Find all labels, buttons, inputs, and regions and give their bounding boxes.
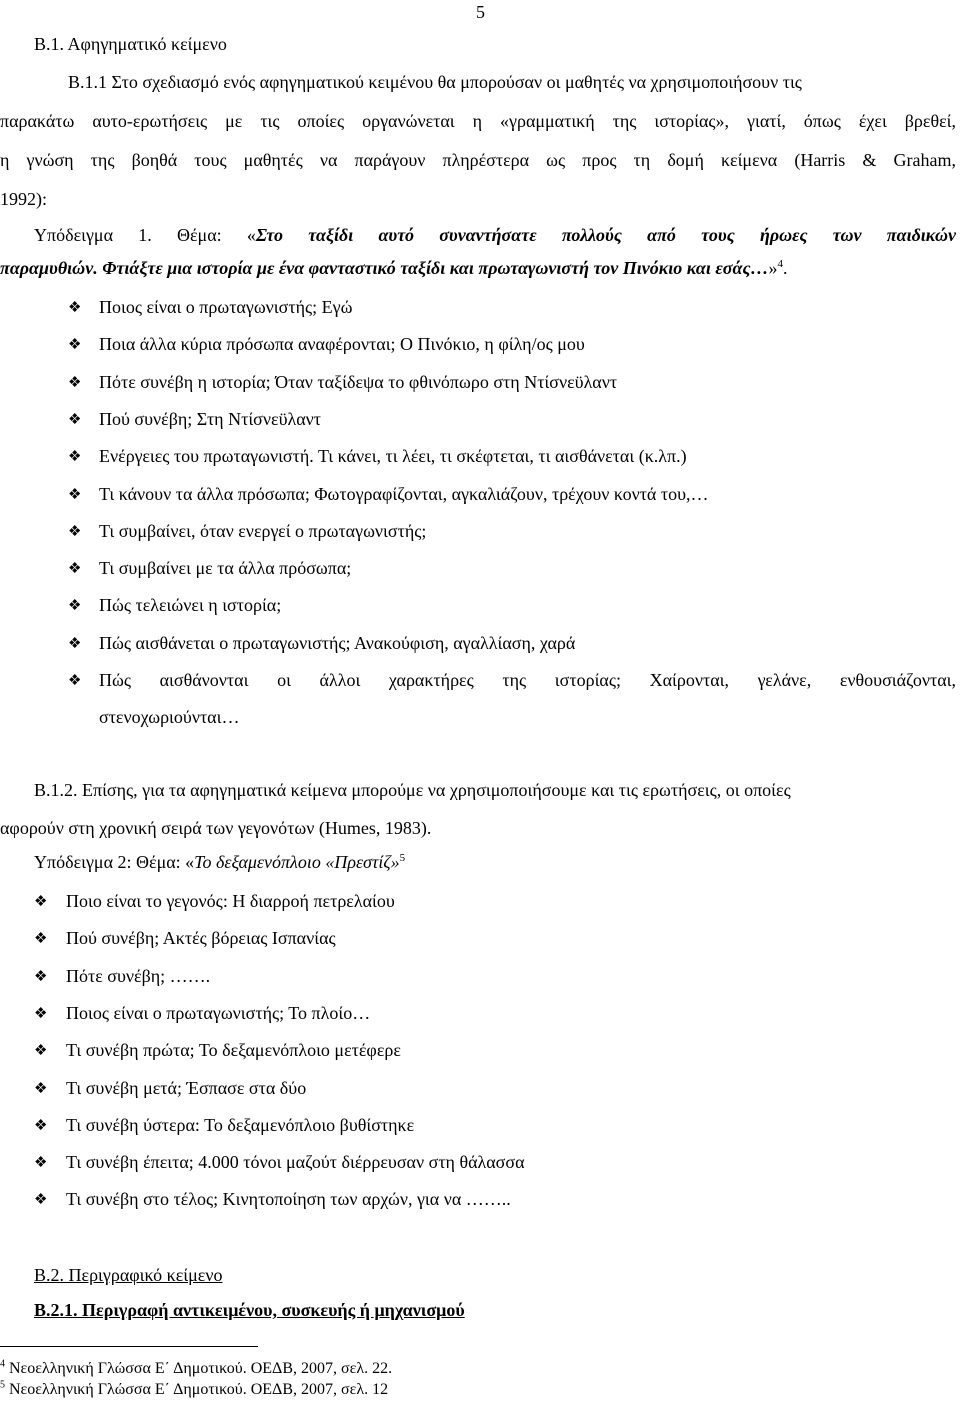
question-item [34,1115,414,1137]
question-text: Τι συνέβη έπειτα; 4.000 τόνοι μαζούτ διέρρευσαν στη θάλασσα [66,1152,525,1173]
section-b2-heading: Β.2. Περιγραφικό κείμενο [34,1265,223,1285]
diamond-bullet-icon: ❖ [34,1117,48,1134]
b12-line-2: αφορούν στη χρονική σειρά των γεγονότων (Humes, 1983). [0,818,432,838]
diamond-bullet-icon: ❖ [68,673,82,689]
diamond-bullet-icon: ❖ [34,1192,48,1209]
question-text: Ποιο είναι το γεγονός: Η διαρροή πετρελαίου [66,891,395,911]
diamond-bullet-icon: ❖ [68,300,82,316]
footnote-5: $^5$ Νεοελληνική Γλώσσα Ε΄ Δημοτικού. ΟΕΔΒ, 2007, σελ. 12 [0,1379,389,1398]
diamond-bullet-icon: ❖ [68,374,82,391]
intro-line-4: 1992): [0,189,47,209]
question-item [68,297,352,319]
diamond-bullet-icon: ❖ [34,968,48,985]
diamond-bullet-icon: ❖ [68,486,82,503]
diamond-bullet-icon: ❖ [68,598,82,615]
example1-close-quote: » [768,258,778,278]
diamond-bullet-icon: ❖ [68,635,82,652]
intro-line-2: παρακάτω αυτο-ερωτήσεις με τις οποίες οργανώνεται η «γραμματική της ιστορίας», γιατί, όπως έχει βρεθεί, [0,111,956,131]
question-item [68,484,709,506]
diamond-bullet-icon: ❖ [68,449,82,466]
example1-heading [34,225,956,247]
footnote-ref-4: 4 [777,258,783,270]
example1-last-question-line1: ❖ Πώς αισθάνονται οι άλλοι χαρακτήρες της ιστορίας; Χαίρονται, γελάνε, ενθουσιάζονται, [68,670,956,690]
question-text: Ποιος είναι ο πρωταγωνιστής; Το πλοίο… [66,1002,371,1023]
diamond-bullet-icon: ❖ [68,523,82,540]
question-text: Τι συνέβη μετά; Έσπασε στα δύο [66,1077,307,1098]
question-item [68,633,575,655]
question-item [34,1003,370,1025]
example2-label: Υπόδειγμα 2: Θέμα: « [34,852,195,872]
question-item [34,1040,401,1062]
question-text: Πού συνέβη; Στη Ντίσνεϋλαντ [99,408,322,429]
question-item [34,1152,525,1174]
question-text: Τι συνέβη πρώτα; Το δεξαμενόπλοιο μετέφερε [66,1040,401,1061]
question-item [34,928,336,950]
question-text: Πού συνέβη; Ακτές βόρειας Ισπανίας [66,928,336,949]
example2-title: Το δεξαμενόπλοιο «Πρεστίζ» [194,852,400,872]
question-text: Τι συμβαίνει με τα άλλα πρόσωπα; [99,558,352,579]
diamond-bullet-icon: ❖ [34,1155,48,1172]
example1-title-line2 [0,258,787,280]
example1-label: Υπόδειγμα 1. Θέμα: « [34,225,256,245]
example1-title-part1: Στο ταξίδι αυτό συναντήσατε πολλούς από τους ήρωες των παιδικών [255,225,956,245]
question-item [34,891,395,913]
diamond-bullet-icon: ❖ [34,1080,48,1097]
question-item [68,372,617,394]
diamond-bullet-icon: ❖ [68,337,82,354]
diamond-bullet-icon: ❖ [68,411,82,428]
question-item [68,558,351,580]
question-item [68,334,585,356]
b12-line-1: Β.1.2. Επίσης, για τα αφηγηματικά κείμενα μπορούμε να χρησιμοποιήσουμε και τις ερωτήσεις, οι οποίες [34,780,791,800]
diamond-bullet-icon: ❖ [34,1005,48,1022]
intro-line-3: η γνώση της βοηθά τους μαθητές να παράγουν πληρέστερα ως προς τη δομή κείμενα (Harris & Graham, [0,150,956,170]
question-item [34,1078,306,1100]
example1-end: . [782,258,788,278]
question-text: Πώς αισθάνεται ο πρωταγωνιστής; Ανακούφιση, αγαλλίαση, χαρά [99,632,576,653]
question-text: Τι κάνουν τα άλλα πρόσωπα; Φωτογραφίζονται, αγκαλιάζουν, τρέχουν κοντά του,… [99,483,709,504]
example2-heading [34,852,405,874]
question-text: Τι συμβαίνει, όταν ενεργεί ο πρωταγωνιστής; [99,520,427,541]
question-item [68,409,321,431]
example1-last-question-line2: στενοχωριούνται… [99,707,240,727]
diamond-bullet-icon: ❖ [68,561,82,578]
diamond-bullet-icon: ❖ [34,931,48,948]
section-b21-heading: Β.2.1. Περιγραφή αντικειμένου, συσκευής ή μηχανισμού [34,1300,465,1320]
diamond-bullet-icon: ❖ [34,1043,48,1060]
question-item [34,1189,511,1211]
question-item [34,966,210,988]
question-text: Πότε συνέβη; ……. [66,965,211,986]
footnote-4: $^4$ Νεοελληνική Γλώσσα Ε΄ Δημοτικού. ΟΕΔΒ, 2007, σελ. 22. [0,1358,393,1377]
diamond-bullet-icon: ❖ [34,894,48,910]
footnote-ref-5: 5 [399,852,406,864]
question-item [68,521,426,543]
footnote-divider [0,1346,258,1347]
question-text: Πώς τελειώνει η ιστορία; [99,595,282,616]
question-text: Ενέργειες του πρωταγωνιστή. Τι κάνει, τι λέει, τι σκέφτεται, τι αισθάνεται (κ.λπ.) [99,446,687,467]
intro-line-1: Β.1.1 Στο σχεδιασμό ενός αφηγηματικού κειμένου θα μπορούσαν οι μαθητές να χρησιμοποιήσουν τις [68,72,802,92]
section-heading: Β.1. Αφηγηματικό κείμενο [34,34,227,54]
question-text: Τι συνέβη ύστερα: Το δεξαμενόπλοιο βυθίστηκε [66,1114,415,1135]
question-text: Ποιος είναι ο πρωταγωνιστής; Εγώ [99,297,353,317]
example1-title-part2: παραμυθιών. Φτιάξτε μια ιστορία με ένα φανταστικό ταξίδι και πρωταγωνιστή τον Πινόκιο και εσάς… [0,258,769,278]
question-text: Τι συνέβη στο τέλος; Κινητοποίηση των αρχών, για να …….. [66,1189,511,1210]
question-text: Ποια άλλα κύρια πρόσωπα αναφέρονται; Ο Πινόκιο, η φίλη/ος μου [99,334,585,355]
question-text: Πότε συνέβη η ιστορία; Όταν ταξίδεψα το φθινόπωρο στη Ντίσνεϋλαντ [99,371,618,392]
question-item [68,446,687,468]
question-item [68,595,281,617]
page-number: 5 [476,2,485,22]
